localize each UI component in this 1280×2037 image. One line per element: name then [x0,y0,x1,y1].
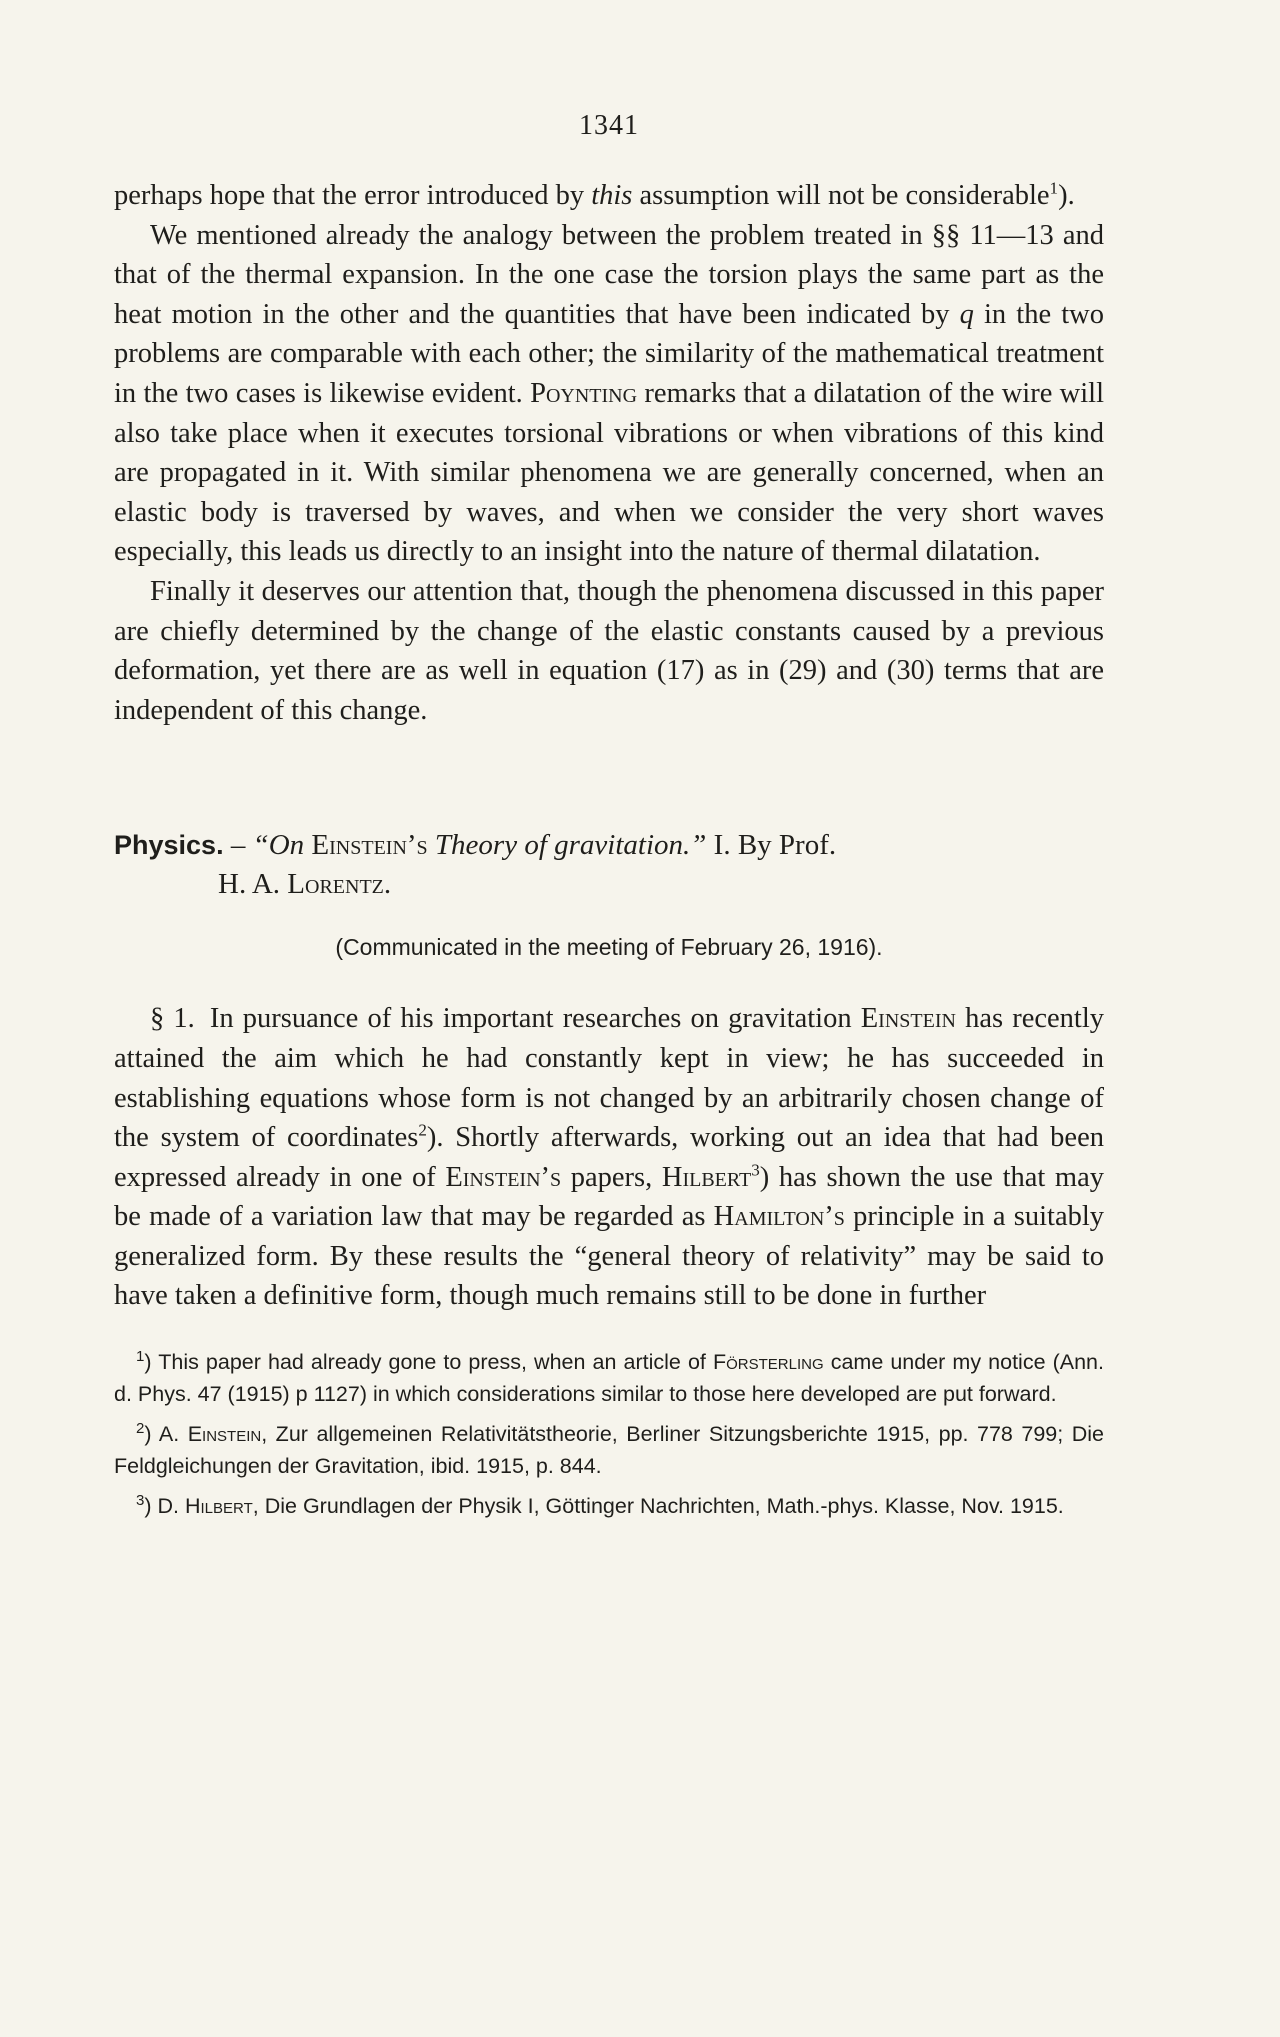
text-run: ). Shortly afterwards, working out an idea that had been expressed already in one of [114,1122,1104,1193]
author-name: Einstein’s [445,1161,562,1193]
text-run: assumption will not be considerable [632,180,1050,211]
text-run: ) has shown the use that may be made of a variation law that may be regarded as [114,1161,1104,1233]
author-name: H. A. Lorentz. [218,868,392,901]
author-name: Hilbert [661,1161,752,1193]
author-name: Einstein [187,1422,262,1447]
footnote-ref: 2 [418,1120,427,1140]
footnote-ref: 3 [751,1160,760,1180]
text-run: in the two problems are comparable with each other; the similarity of the mathematical treatment in the two cases is likewise evident. [114,298,1104,409]
footnote-mark: 2 [136,1419,145,1437]
text-run: came under my notice (Ann. d. Phys. 47 (1915) p 1127) in which considerations similar to those here developed are put forward. [114,1350,1104,1407]
text-run: papers, [561,1161,662,1193]
title-dash: – [223,829,253,862]
footnote-mark: 1 [136,1347,145,1365]
analogy-paragraph [114,216,1104,572]
section-1-paragraph [114,999,1104,1316]
text-run: ) A. [144,1422,188,1447]
author-name: Hilbert [184,1494,253,1519]
title-byline: I. By Prof. [706,829,837,862]
author-name: Einstein [860,1003,956,1035]
author-name: Hamilton’s [713,1201,845,1233]
title-on: “On [252,829,305,862]
emphasis-text: this [591,180,633,211]
text-run: , Die Grundlagen der Physik I, Göttinger Nachrichten, Math.-phys. Klasse, Nov. 1915. [252,1494,1064,1519]
text-run: We mentioned already the analogy between the problem treated in §§ 11—13 and that of the thermal expansion. In the one case the torsion plays the same part as the heat motion in the other and the quantities that have been indicated by [114,219,1104,330]
math-symbol: q [959,298,974,330]
text-run: perhaps hope that the error introduced by [114,180,592,211]
text-run: ) D. [144,1494,185,1519]
final-paragraph: Finally it deserves our attention that, though the phenomena discussed in this paper are chiefly determined by the change of the elastic constants caused by a previous deformation, yet there are as well in equation (17) as in (29) and (30) terms that are independent of this change. [114,575,1104,726]
text-run: ) This paper had already gone to press, when an article of [144,1350,713,1375]
footnotes [114,1346,1104,1522]
text-run: has recently attained the aim which he had constantly kept in view; he has succeeded in establishing equations whose form is not changed by an arbitrarily chosen change of the system of coordinates [114,1003,1104,1154]
footnote-1 [114,1346,1104,1410]
text-run: ). [1058,180,1075,211]
title-einstein: Einstein’s [311,829,428,862]
footnote-3 [114,1490,1104,1522]
page [114,110,1104,1530]
author-name: Poynting [530,377,638,409]
page-number: 1341 [579,110,639,141]
footnote-2 [114,1418,1104,1482]
section-mark: § 1. [150,1003,195,1035]
article-heading [114,826,1104,904]
footnote-mark: 3 [136,1491,145,1509]
article-author [114,865,1104,904]
text-run: remarks that a dilatation of the wire will also take place when it executes torsional vibrations or when vibrations of this kind are propagated in it. With similar phenomena we are generally concerned, when an elastic body is traversed by waves, and when we consider the very short waves especially, this leads us directly to an insight into the nature of thermal dilatation. [114,377,1104,568]
text-run: , Zur allgemeinen Relativitätstheorie, Berliner Sitzungsberichte 1915, pp. 778 799; Die Feldgleichungen der Gravitation, ibid. 1915, p. 844. [114,1422,1105,1479]
author-name: Försterling [712,1350,824,1375]
communicated-note: (Communicated in the meeting of February 26, 1916). [335,934,883,961]
title-text: Theory of gravitation.” [434,829,707,862]
article-title-line [114,826,1104,865]
text-run: principle in a suitably generalized form. By these results the “general theory of relativity” may be said to have taken a definitive form, though much remains still to be done in further [114,1201,1105,1312]
text-run: In pursuance of his important researches on gravitation [200,1003,861,1035]
footnote-ref: 1 [1049,178,1059,198]
continued-paragraph [114,176,1104,216]
subject-label: Physics. [114,830,224,861]
